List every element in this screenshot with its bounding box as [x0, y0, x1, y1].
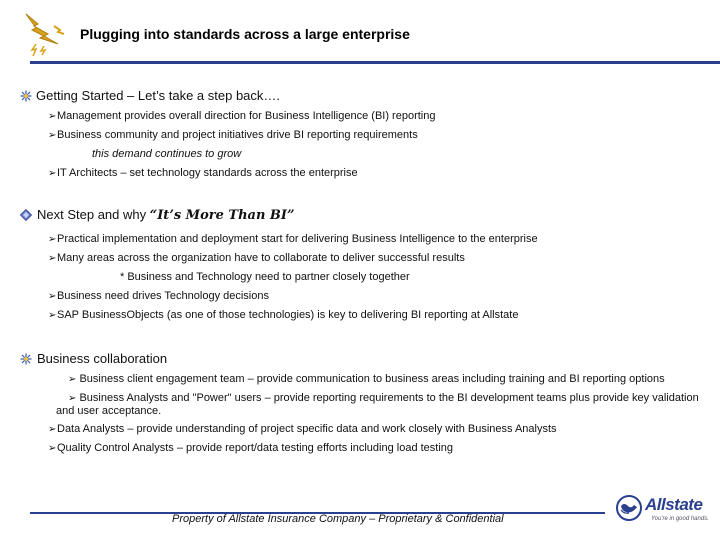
starburst-bullet-icon: [20, 90, 32, 102]
section-heading: Next Step and why “It’s More Than BI”: [20, 207, 710, 224]
list-item: ➢ Business community and project initiatives drive BI reporting requirements: [48, 129, 418, 141]
arrow-bullet-icon: ➢: [48, 424, 57, 435]
lightning-logo-icon: [20, 8, 76, 58]
list-item: ➢ Data Analysts – provide understanding of project specific data and work closely with Business Analysts: [48, 423, 557, 435]
brand-tagline: You're in good hands.: [651, 516, 709, 522]
list-item: ➢ SAP BusinessObjects (as one of those technologies) is key to delivering BI reporting at Allstate: [48, 309, 519, 321]
diamond-bullet-icon: [20, 209, 32, 221]
arrow-bullet-icon: ➢: [68, 374, 77, 385]
section-business-collaboration: [20, 351, 710, 455]
list-item: ➢ Business Analysts and "Power" users – provide reporting requirements to the BI development teams plus provide key validation and user acceptance.: [56, 392, 699, 417]
arrow-bullet-icon: ➢: [48, 130, 57, 141]
section-getting-started: [20, 88, 710, 180]
list-subitem: this demand continues to grow: [92, 148, 242, 160]
list-item: ➢ Business need drives Technology decisions: [48, 290, 269, 302]
list-item: ➢ Business client engagement team – provide communication to business areas including training and BI reporting options: [68, 373, 665, 385]
footer-text: Property of Allstate Insurance Company – Proprietary & Confidential: [172, 513, 504, 525]
list-item: ➢ Management provides overall direction for Business Intelligence (BI) reporting: [48, 110, 436, 122]
list-subitem: * Business and Technology need to partner closely together: [120, 271, 410, 283]
arrow-bullet-icon: ➢: [48, 168, 57, 179]
list-item: ➢ Many areas across the organization have to collaborate to deliver successful results: [48, 252, 465, 264]
page-title: Plugging into standards across a large enterprise: [80, 26, 410, 42]
list-item: ➢ IT Architects – set technology standards across the enterprise: [48, 167, 358, 179]
section-heading: Getting Started – Let’s take a step back….: [20, 88, 710, 104]
brand-name: Allstate: [645, 495, 703, 514]
arrow-bullet-icon: ➢: [68, 393, 77, 404]
section-heading: Business collaboration: [20, 351, 710, 367]
arrow-bullet-icon: ➢: [48, 291, 57, 302]
section-next-step: [20, 207, 710, 322]
starburst-bullet-icon: [20, 353, 32, 365]
arrow-bullet-icon: ➢: [48, 111, 57, 122]
heading-emphasis: “It’s More Than BI”: [149, 208, 295, 223]
list-item: ➢ Quality Control Analysts – provide report/data testing efforts including load testing: [48, 442, 454, 454]
arrow-bullet-icon: ➢: [48, 253, 57, 264]
arrow-bullet-icon: ➢: [48, 234, 57, 245]
header-rule: [30, 61, 720, 64]
arrow-bullet-icon: ➢: [48, 443, 57, 454]
list-item: ➢ Practical implementation and deployment start for delivering Business Intelligence to the enterprise: [48, 233, 538, 245]
arrow-bullet-icon: ➢: [48, 310, 57, 321]
